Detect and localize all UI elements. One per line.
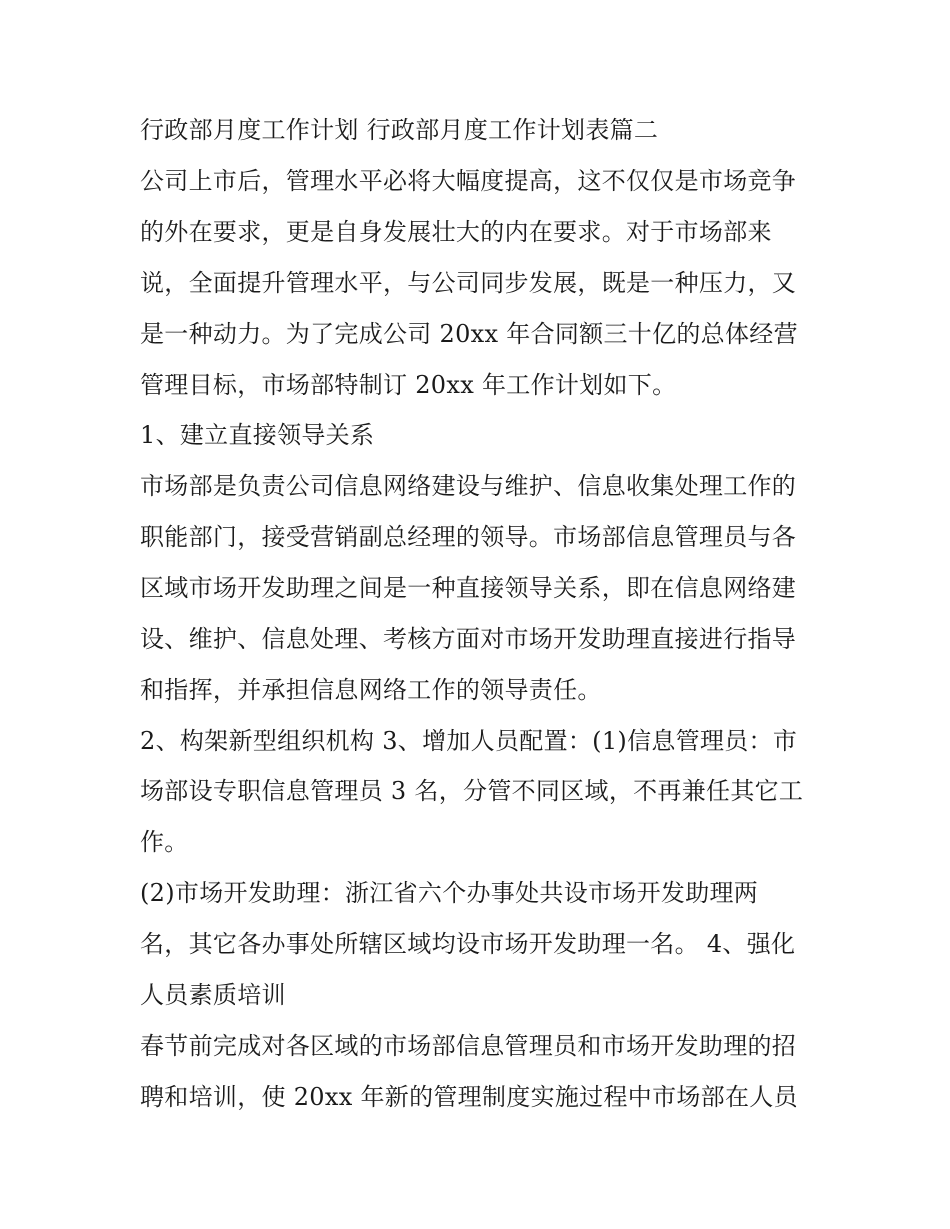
text-line: 区域市场开发助理之间是一种直接领导关系，即在信息网络建: [140, 574, 797, 602]
text-line: 聘和培训，使 20xx 年新的管理制度实施过程中市场部在人员: [140, 1083, 798, 1111]
text-line: 和指挥，并承担信息网络工作的领导责任。: [140, 676, 602, 704]
text-line: 名，其它各办事处所辖区域均设市场开发助理一名。 4、强化: [140, 930, 796, 958]
text-line: 2、构架新型组织机构 3、增加人员配置：(1)信息管理员：市: [140, 727, 798, 755]
text-line: 是一种动力。为了完成公司 20xx 年合同额三十亿的总体经营: [140, 320, 798, 348]
text-line: 春节前完成对各区域的市场部信息管理员和市场开发助理的招: [140, 1032, 797, 1060]
section-heading: 1、建立直接领导关系: [140, 421, 375, 449]
text-line: 设、维护、信息处理、考核方面对市场开发助理直接进行指导: [140, 625, 797, 653]
text-line: 作。: [140, 828, 189, 856]
text-line: 管理目标，市场部特制订 20xx 年工作计划如下。: [140, 371, 677, 399]
text-line: 场部设专职信息管理员 3 名，分管不同区域，不再兼任其它工: [140, 777, 804, 805]
text-line: 的外在要求，更是自身发展壮大的内在要求。对于市场部来: [140, 218, 772, 246]
text-line: 公司上市后，管理水平必将大幅度提高，这不仅仅是市场竞争: [140, 167, 797, 195]
text-line: 说，全面提升管理水平，与公司同步发展，既是一种压力，又: [140, 269, 797, 297]
text-line: 市场部是负责公司信息网络建设与维护、信息收集处理工作的: [140, 472, 797, 500]
text-line: (2)市场开发助理：浙江省六个办事处共设市场开发助理两: [140, 879, 759, 907]
document-title: 行政部月度工作计划 行政部月度工作计划表篇二: [140, 116, 659, 144]
section-heading: 人员素质培训: [140, 981, 286, 1009]
text-line: 职能部门，接受营销副总经理的领导。市场部信息管理员与各: [140, 523, 797, 551]
